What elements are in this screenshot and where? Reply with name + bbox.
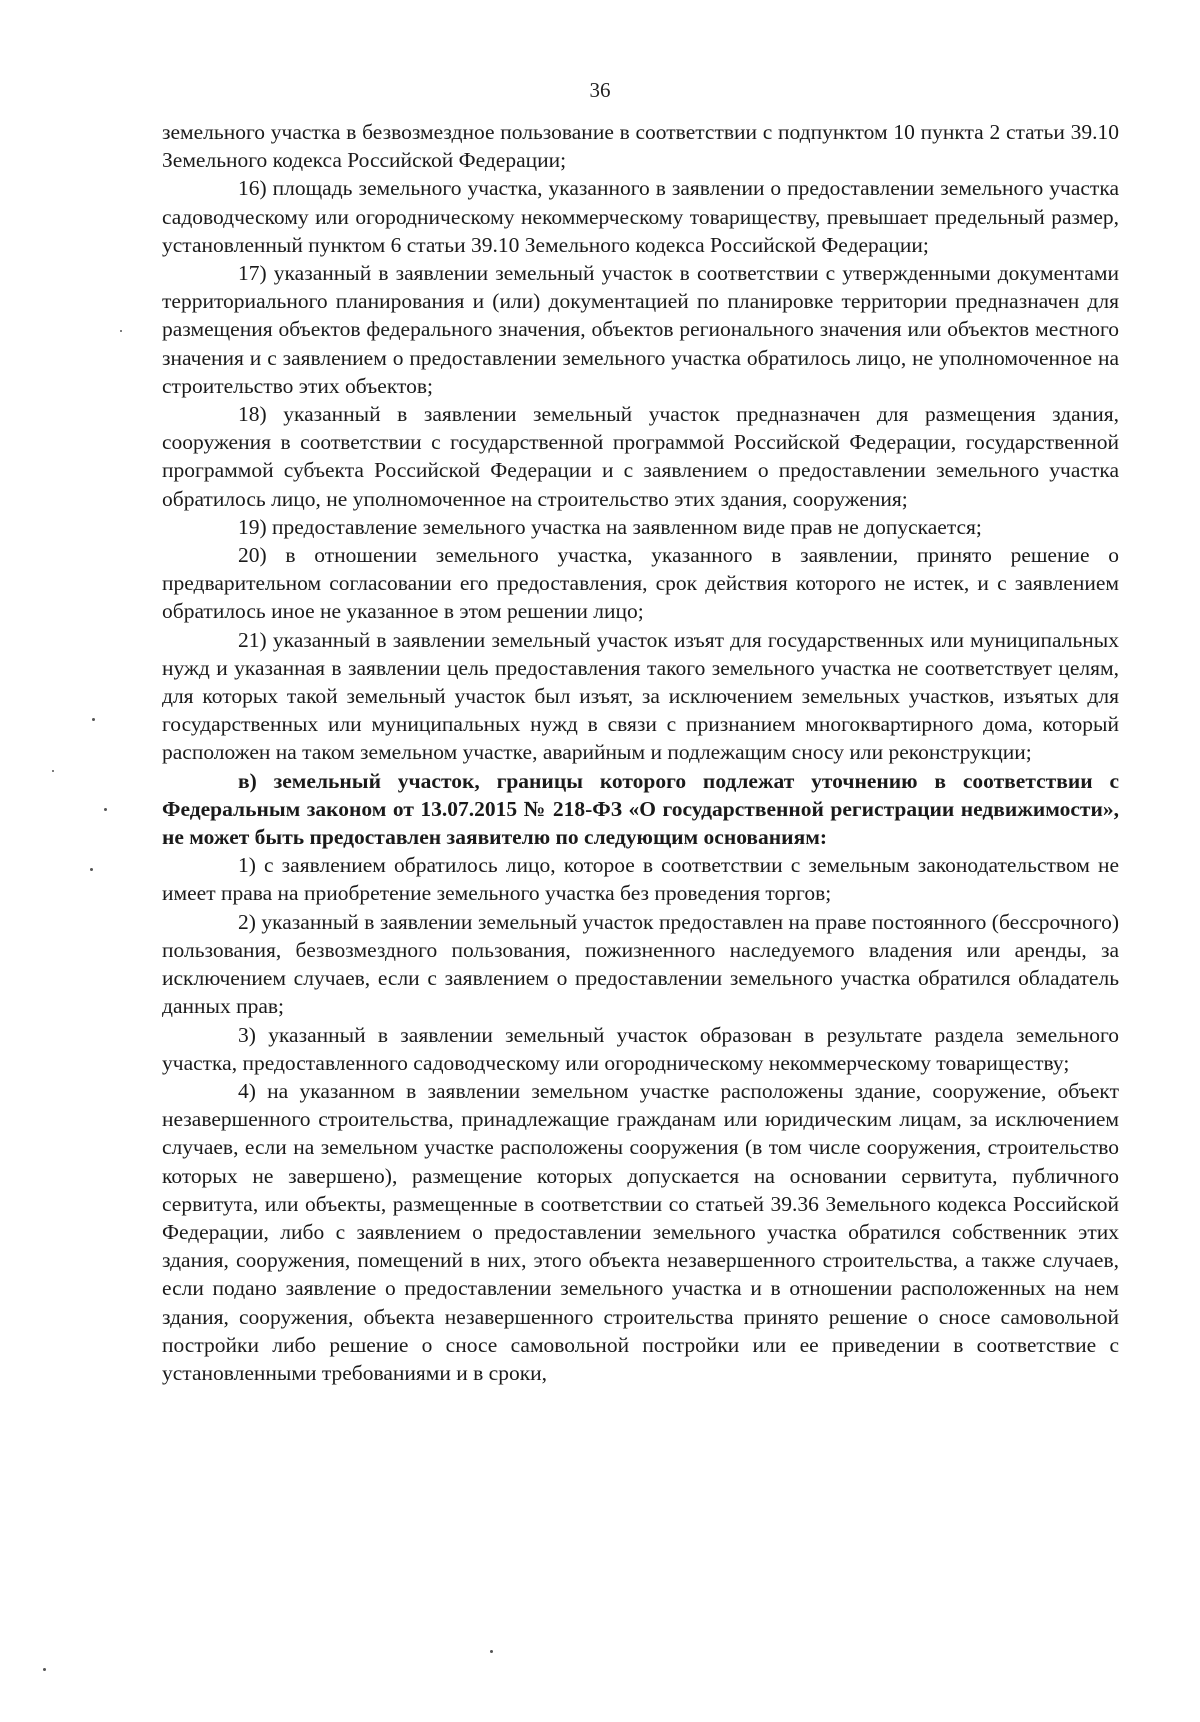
paragraph-item-17: 17) указанный в заявлении земельный участок в соответствии с утвержденными документами территориального планирования и (или) документацией по планировке территории предназначен для размещения объектов федерального значения, объектов регионального значения или объектов местного значения и с заявлением о предоставлении земельного участка обратилось лицо, не уполномоченное на строительство этих объектов; <box>162 261 1119 398</box>
paragraph-continuation: земельного участка в безвозмездное пользование в соответствии с подпунктом 10 пункта 2 статьи 39.10 Земельного кодекса Российской Федерации; <box>162 120 1119 173</box>
paragraph-item-18: 18) указанный в заявлении земельный участок предназначен для размещения здания, сооружения в соответствии с государственной программой Российской Федерации, государственной программой субъекта Российской Федерации и с заявлением о предоставлении земельного участка обратилось лицо, не уполномоченное на строительство этих здания, сооружения; <box>162 402 1119 511</box>
document-body <box>162 118 1119 1387</box>
paragraph-item-16: 16) площадь земельного участка, указанного в заявлении о предоставлении земельного участка садоводческому или огородническому некоммерческому товариществу, превышает предельный размер, установленный пунктом 6 статьи 39.10 Земельного кодекса Российской Федерации; <box>162 176 1119 257</box>
paragraph-item-19: 19) предоставление земельного участка на заявленном виде прав не допускается; <box>238 514 982 539</box>
scan-speck <box>104 808 107 811</box>
scan-speck <box>490 1650 493 1653</box>
section-heading-v: в) земельный участок, границы которого подлежат уточнению в соответствии с Федеральным законом от 13.07.2015 № 218-ФЗ «О государственной регистрации недвижимости», не может быть предоставлен заявителю по следующим основаниям: <box>162 768 1119 850</box>
page-number: 36 <box>589 78 611 102</box>
paragraph-subitem-2: 2) указанный в заявлении земельный участок предоставлен на праве постоянного (бессрочного) пользования, безвозмездного пользования, пожизненного наследуемого владения или аренды, за исключением случаев, если с заявлением о предоставлении земельного участка обратился обладатель данных прав; <box>162 909 1119 1019</box>
paragraph-subitem-1: 1) с заявлением обратилось лицо, которое в соответствии с земельным законодательством не имеет права на приобретение земельного участка без проведения торгов; <box>162 853 1119 906</box>
scan-speck <box>52 770 54 772</box>
paragraph-item-21: 21) указанный в заявлении земельный участок изъят для государственных или муниципальных нужд и указанная в заявлении цель предоставления такого земельного участка не соответствует целям, для которых такой земельный участок был изъят, за исключением земельных участков, изъятых для государственных или муниципальных нужд в связи с признанием многоквартирного дома, который расположен на таком земельном участке, аварийным и подлежащим сносу или реконструкции; <box>162 627 1119 765</box>
paragraph-subitem-3: 3) указанный в заявлении земельный участок образован в результате раздела земельного участка, предоставленного садоводческому или огородническому некоммерческому товариществу; <box>162 1022 1119 1075</box>
scan-speck <box>92 718 95 721</box>
scan-speck <box>90 868 93 871</box>
paragraph-item-20: 20) в отношении земельного участка, указанного в заявлении, принято решение о предварительном согласовании его предоставления, срок действия которого не истек, и с заявлением обратилось иное не указанное в этом решении лицо; <box>162 543 1119 624</box>
scan-speck <box>43 1668 46 1671</box>
scan-speck <box>120 330 122 332</box>
paragraph-subitem-4: 4) на указанном в заявлении земельном участке расположены здание, сооружение, объект незавершенного строительства, принадлежащие гражданам или юридическим лицам, за исключением случаев, если на земельном участке расположены сооружения (в том числе сооружения, строительство которых не завершено), размещение которых допускается на основании сервитута, публичного сервитута, или объекты, размещенные в соответствии со статьей 39.36 Земельного кодекса Российской Федерации, либо с заявлением о предоставлении земельного участка обратился собственник этих здания, сооружения, помещений в них, этого объекта незавершенного строительства, а также случаев, если подано заявление о предоставлении земельного участка и в отношении расположенных на нем здания, сооружения, объекта незавершенного строительства принято решение о сносе самовольной постройки либо решение о сносе самовольной постройки или ее приведении в соответствие с установленными требованиями и в сроки, <box>162 1078 1119 1385</box>
